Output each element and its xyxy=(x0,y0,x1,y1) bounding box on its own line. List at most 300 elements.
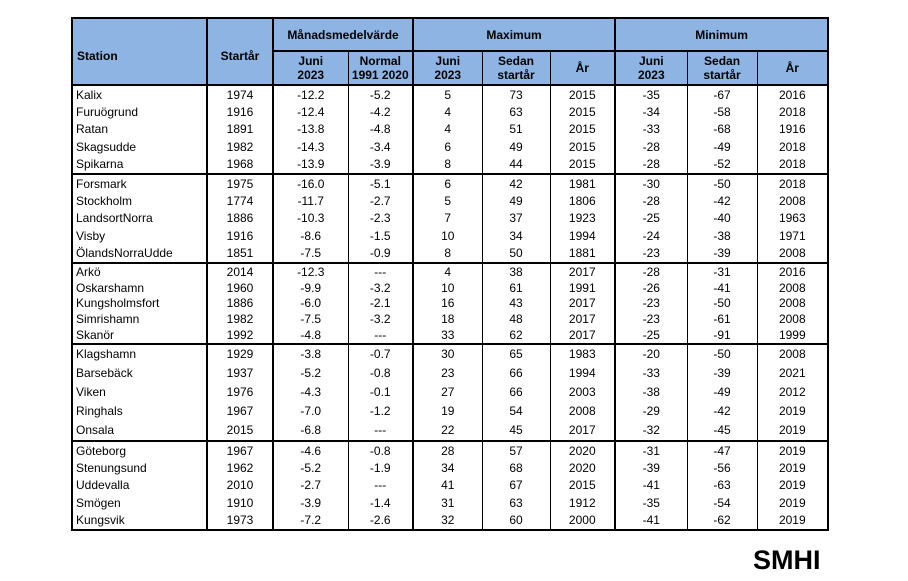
value-cell: 37 xyxy=(482,210,550,227)
value-cell: -0.9 xyxy=(348,245,413,263)
value-cell: 19 xyxy=(413,402,482,421)
station-cell: Viken xyxy=(72,383,207,402)
station-cell: Kalix xyxy=(72,85,207,103)
table-row xyxy=(72,459,828,476)
value-cell: -11.7 xyxy=(273,192,348,209)
value-cell: 5 xyxy=(413,192,482,209)
value-cell: -5.1 xyxy=(348,174,413,192)
station-cell: Simrishamn xyxy=(72,311,207,327)
table-row xyxy=(72,327,828,344)
value-cell: -3.9 xyxy=(348,156,413,174)
value-cell: 2018 xyxy=(757,174,828,192)
value-cell: 2019 xyxy=(757,459,828,476)
value-cell: -41 xyxy=(615,511,687,529)
table-row xyxy=(72,344,828,364)
value-cell: -50 xyxy=(687,174,757,192)
col-group-maximum: Maximum xyxy=(413,18,615,51)
value-cell: 73 xyxy=(482,85,550,103)
value-cell: -41 xyxy=(615,477,687,494)
value-cell: -62 xyxy=(687,511,757,529)
value-cell: -39 xyxy=(687,245,757,263)
value-cell: 2015 xyxy=(207,421,273,441)
station-cell: Visby xyxy=(72,227,207,244)
table-header xyxy=(72,18,828,85)
value-cell: -38 xyxy=(615,383,687,402)
subheader-line: startår xyxy=(703,68,741,82)
value-cell: -1.5 xyxy=(348,227,413,244)
value-cell: -5.2 xyxy=(273,459,348,476)
value-cell: --- xyxy=(348,327,413,344)
table-row xyxy=(72,280,828,296)
value-cell: 4 xyxy=(413,263,482,280)
value-cell: 1992 xyxy=(207,327,273,344)
value-cell: 61 xyxy=(482,280,550,296)
value-cell: 49 xyxy=(482,192,550,209)
value-cell: 6 xyxy=(413,138,482,155)
value-cell: -49 xyxy=(687,383,757,402)
value-cell: 2020 xyxy=(550,441,615,459)
value-cell: 2014 xyxy=(207,263,273,280)
station-cell: Kungsvik xyxy=(72,511,207,529)
value-cell: 2008 xyxy=(757,344,828,364)
value-cell: -14.3 xyxy=(273,138,348,155)
value-cell: 4 xyxy=(413,121,482,138)
value-cell: 2015 xyxy=(550,103,615,120)
value-cell: 1881 xyxy=(550,245,615,263)
value-cell: -5.2 xyxy=(273,364,348,383)
value-cell: -28 xyxy=(615,138,687,155)
station-cell: Oskarshamn xyxy=(72,280,207,296)
value-cell: --- xyxy=(348,421,413,441)
value-cell: -28 xyxy=(615,192,687,209)
value-cell: -23 xyxy=(615,296,687,312)
station-cell: ÖlandsNorraUdde xyxy=(72,245,207,263)
value-cell: 45 xyxy=(482,421,550,441)
value-cell: 57 xyxy=(482,441,550,459)
value-cell: -12.2 xyxy=(273,85,348,103)
value-cell: -2.6 xyxy=(348,511,413,529)
value-cell: 48 xyxy=(482,311,550,327)
value-cell: 34 xyxy=(482,227,550,244)
value-cell: -5.2 xyxy=(348,85,413,103)
value-cell: 2010 xyxy=(207,477,273,494)
value-cell: 1974 xyxy=(207,85,273,103)
col-header-min-ar xyxy=(757,51,828,85)
value-cell: 1886 xyxy=(207,210,273,227)
value-cell: -35 xyxy=(615,85,687,103)
value-cell: -7.0 xyxy=(273,402,348,421)
value-cell: -30 xyxy=(615,174,687,192)
value-cell: 2017 xyxy=(550,311,615,327)
subheader-line: Normal xyxy=(359,54,401,68)
value-cell: 8 xyxy=(413,156,482,174)
value-cell: -58 xyxy=(687,103,757,120)
subheader-line: Juni xyxy=(298,54,324,68)
station-cell: Onsala xyxy=(72,421,207,441)
value-cell: 2019 xyxy=(757,494,828,511)
value-cell: -25 xyxy=(615,210,687,227)
col-header-min-sedan xyxy=(687,51,757,85)
value-cell: 2019 xyxy=(757,421,828,441)
value-cell: 16 xyxy=(413,296,482,312)
value-cell: 60 xyxy=(482,511,550,529)
value-cell: 1991 xyxy=(550,280,615,296)
table-row xyxy=(72,383,828,402)
climate-statistics-table xyxy=(71,17,829,531)
subheader-line: 2023 xyxy=(297,68,325,82)
value-cell: 1851 xyxy=(207,245,273,263)
value-cell: 2008 xyxy=(757,311,828,327)
value-cell: -28 xyxy=(615,263,687,280)
smhi-logo: SMHI xyxy=(753,545,821,575)
table-row xyxy=(72,245,828,263)
value-cell: -3.4 xyxy=(348,138,413,155)
station-cell: Stockholm xyxy=(72,192,207,209)
subheader-line: År xyxy=(785,61,799,75)
value-cell: 2015 xyxy=(550,121,615,138)
value-cell: -2.7 xyxy=(273,477,348,494)
value-cell: -61 xyxy=(687,311,757,327)
value-cell: -12.3 xyxy=(273,263,348,280)
value-cell: -40 xyxy=(687,210,757,227)
subheader-line: Juni xyxy=(638,54,664,68)
value-cell: 1962 xyxy=(207,459,273,476)
station-cell: Stenungsund xyxy=(72,459,207,476)
value-cell: -13.9 xyxy=(273,156,348,174)
col-header-station: Station xyxy=(72,18,207,85)
table-row xyxy=(72,263,828,280)
value-cell: 1971 xyxy=(757,227,828,244)
table-row xyxy=(72,364,828,383)
subheader-line: 2023 xyxy=(637,68,665,82)
value-cell: 1967 xyxy=(207,441,273,459)
station-cell: Göteborg xyxy=(72,441,207,459)
value-cell: -39 xyxy=(615,459,687,476)
value-cell: -45 xyxy=(687,421,757,441)
value-cell: 2015 xyxy=(550,477,615,494)
table-row xyxy=(72,192,828,209)
value-cell: 10 xyxy=(413,227,482,244)
value-cell: -3.2 xyxy=(348,280,413,296)
col-header-mm-juni xyxy=(273,51,348,85)
value-cell: 1999 xyxy=(757,327,828,344)
station-cell: Skagsudde xyxy=(72,138,207,155)
table-row xyxy=(72,227,828,244)
value-cell: 2019 xyxy=(757,511,828,529)
station-cell: Furuögrund xyxy=(72,103,207,120)
value-cell: -2.3 xyxy=(348,210,413,227)
station-cell: Uddevalla xyxy=(72,477,207,494)
table-row xyxy=(72,121,828,138)
value-cell: 2003 xyxy=(550,383,615,402)
col-header-max-juni xyxy=(413,51,482,85)
col-group-monthly-mean: Månadsmedelvärde xyxy=(273,18,413,51)
value-cell: 2017 xyxy=(550,327,615,344)
col-header-startyear: Startår xyxy=(207,18,273,85)
value-cell: -4.8 xyxy=(348,121,413,138)
value-cell: 2016 xyxy=(757,263,828,280)
value-cell: -56 xyxy=(687,459,757,476)
value-cell: 41 xyxy=(413,477,482,494)
station-cell: Kungsholmsfort xyxy=(72,296,207,312)
value-cell: 2012 xyxy=(757,383,828,402)
value-cell: -2.7 xyxy=(348,192,413,209)
value-cell: -29 xyxy=(615,402,687,421)
value-cell: 1912 xyxy=(550,494,615,511)
value-cell: 5 xyxy=(413,85,482,103)
value-cell: 44 xyxy=(482,156,550,174)
value-cell: 34 xyxy=(413,459,482,476)
value-cell: 1994 xyxy=(550,364,615,383)
value-cell: 1960 xyxy=(207,280,273,296)
value-cell: 66 xyxy=(482,364,550,383)
value-cell: -4.6 xyxy=(273,441,348,459)
value-cell: 2008 xyxy=(757,280,828,296)
station-cell: Spikarna xyxy=(72,156,207,174)
value-cell: -6.0 xyxy=(273,296,348,312)
value-cell: -68 xyxy=(687,121,757,138)
value-cell: 49 xyxy=(482,138,550,155)
value-cell: 2008 xyxy=(757,245,828,263)
value-cell: -47 xyxy=(687,441,757,459)
value-cell: 1916 xyxy=(757,121,828,138)
table-row xyxy=(72,103,828,120)
value-cell: -33 xyxy=(615,121,687,138)
value-cell: 50 xyxy=(482,245,550,263)
value-cell: -13.8 xyxy=(273,121,348,138)
value-cell: -34 xyxy=(615,103,687,120)
value-cell: -42 xyxy=(687,192,757,209)
subheader-line: År xyxy=(575,61,589,75)
value-cell: -2.1 xyxy=(348,296,413,312)
subheader-line: Sedan xyxy=(704,54,741,68)
station-group-north xyxy=(72,85,828,174)
value-cell: 63 xyxy=(482,103,550,120)
value-cell: 1973 xyxy=(207,511,273,529)
value-cell: 42 xyxy=(482,174,550,192)
value-cell: -23 xyxy=(615,311,687,327)
value-cell: 1886 xyxy=(207,296,273,312)
table-row xyxy=(72,85,828,103)
value-cell: -67 xyxy=(687,85,757,103)
value-cell: -1.9 xyxy=(348,459,413,476)
value-cell: 1910 xyxy=(207,494,273,511)
station-cell: Arkö xyxy=(72,263,207,280)
value-cell: -7.5 xyxy=(273,311,348,327)
value-cell: -32 xyxy=(615,421,687,441)
value-cell: 1774 xyxy=(207,192,273,209)
table-row xyxy=(72,441,828,459)
value-cell: 4 xyxy=(413,103,482,120)
value-cell: 2015 xyxy=(550,156,615,174)
table-row xyxy=(72,421,828,441)
station-cell: Forsmark xyxy=(72,174,207,192)
value-cell: -0.8 xyxy=(348,364,413,383)
station-cell: Ratan xyxy=(72,121,207,138)
subheader-line: 1991 2020 xyxy=(351,68,409,82)
value-cell: -7.2 xyxy=(273,511,348,529)
value-cell: 67 xyxy=(482,477,550,494)
value-cell: -52 xyxy=(687,156,757,174)
value-cell: 1982 xyxy=(207,138,273,155)
subheader-line: Sedan xyxy=(498,54,535,68)
value-cell: -9.9 xyxy=(273,280,348,296)
col-header-max-sedan xyxy=(482,51,550,85)
table-row xyxy=(72,311,828,327)
value-cell: 1983 xyxy=(550,344,615,364)
value-cell: 66 xyxy=(482,383,550,402)
value-cell: 33 xyxy=(413,327,482,344)
value-cell: -20 xyxy=(615,344,687,364)
table-row xyxy=(72,511,828,529)
value-cell: 2021 xyxy=(757,364,828,383)
value-cell: 2016 xyxy=(757,85,828,103)
table-row xyxy=(72,402,828,421)
value-cell: 10 xyxy=(413,280,482,296)
table-row xyxy=(72,477,828,494)
value-cell: 1916 xyxy=(207,227,273,244)
value-cell: -4.8 xyxy=(273,327,348,344)
station-group-west xyxy=(72,441,828,530)
table-row xyxy=(72,296,828,312)
value-cell: 27 xyxy=(413,383,482,402)
value-cell: -3.2 xyxy=(348,311,413,327)
table-row xyxy=(72,138,828,155)
value-cell: 7 xyxy=(413,210,482,227)
station-cell: Barsebäck xyxy=(72,364,207,383)
value-cell: 1929 xyxy=(207,344,273,364)
value-cell: -1.2 xyxy=(348,402,413,421)
value-cell: 6 xyxy=(413,174,482,192)
value-cell: 1967 xyxy=(207,402,273,421)
value-cell: 2015 xyxy=(550,85,615,103)
value-cell: -0.1 xyxy=(348,383,413,402)
station-cell: LandsortNorra xyxy=(72,210,207,227)
value-cell: -16.0 xyxy=(273,174,348,192)
value-cell: --- xyxy=(348,263,413,280)
value-cell: 8 xyxy=(413,245,482,263)
value-cell: 1975 xyxy=(207,174,273,192)
value-cell: -49 xyxy=(687,138,757,155)
table-row xyxy=(72,494,828,511)
value-cell: 1976 xyxy=(207,383,273,402)
value-cell: -28 xyxy=(615,156,687,174)
value-cell: -63 xyxy=(687,477,757,494)
value-cell: -12.4 xyxy=(273,103,348,120)
value-cell: 65 xyxy=(482,344,550,364)
value-cell: -31 xyxy=(615,441,687,459)
value-cell: 1923 xyxy=(550,210,615,227)
station-group-south xyxy=(72,344,828,441)
value-cell: -10.3 xyxy=(273,210,348,227)
value-cell: 1994 xyxy=(550,227,615,244)
value-cell: 22 xyxy=(413,421,482,441)
value-cell: 2000 xyxy=(550,511,615,529)
value-cell: -42 xyxy=(687,402,757,421)
value-cell: 2017 xyxy=(550,263,615,280)
value-cell: 2008 xyxy=(757,296,828,312)
value-cell: 43 xyxy=(482,296,550,312)
value-cell: -91 xyxy=(687,327,757,344)
value-cell: 2018 xyxy=(757,156,828,174)
table-row xyxy=(72,156,828,174)
value-cell: 2017 xyxy=(550,296,615,312)
table-row xyxy=(72,210,828,227)
value-cell: -4.3 xyxy=(273,383,348,402)
subheader-line: Juni xyxy=(435,54,461,68)
value-cell: 18 xyxy=(413,311,482,327)
value-cell: 1937 xyxy=(207,364,273,383)
subheader-line: 2023 xyxy=(434,68,462,82)
value-cell: 1916 xyxy=(207,103,273,120)
value-cell: 1963 xyxy=(757,210,828,227)
station-cell: Klagshamn xyxy=(72,344,207,364)
col-header-max-ar xyxy=(550,51,615,85)
value-cell: 2015 xyxy=(550,138,615,155)
table-row xyxy=(72,174,828,192)
value-cell: 2018 xyxy=(757,103,828,120)
value-cell: -6.8 xyxy=(273,421,348,441)
value-cell: 2019 xyxy=(757,477,828,494)
col-header-mm-normal xyxy=(348,51,413,85)
value-cell: -33 xyxy=(615,364,687,383)
value-cell: -0.8 xyxy=(348,441,413,459)
value-cell: --- xyxy=(348,477,413,494)
value-cell: 1891 xyxy=(207,121,273,138)
value-cell: 28 xyxy=(413,441,482,459)
value-cell: -7.5 xyxy=(273,245,348,263)
value-cell: 63 xyxy=(482,494,550,511)
value-cell: -54 xyxy=(687,494,757,511)
value-cell: 2008 xyxy=(757,192,828,209)
value-cell: -1.4 xyxy=(348,494,413,511)
value-cell: -26 xyxy=(615,280,687,296)
value-cell: 2019 xyxy=(757,402,828,421)
value-cell: 62 xyxy=(482,327,550,344)
value-cell: 54 xyxy=(482,402,550,421)
value-cell: 2018 xyxy=(757,138,828,155)
value-cell: 68 xyxy=(482,459,550,476)
value-cell: -31 xyxy=(687,263,757,280)
station-group-east xyxy=(72,174,828,263)
value-cell: -3.8 xyxy=(273,344,348,364)
value-cell: -23 xyxy=(615,245,687,263)
value-cell: 1968 xyxy=(207,156,273,174)
value-cell: 51 xyxy=(482,121,550,138)
value-cell: -50 xyxy=(687,344,757,364)
value-cell: 1806 xyxy=(550,192,615,209)
col-group-minimum: Minimum xyxy=(615,18,828,51)
subheader-line: startår xyxy=(497,68,535,82)
value-cell: 32 xyxy=(413,511,482,529)
value-cell: -24 xyxy=(615,227,687,244)
value-cell: -39 xyxy=(687,364,757,383)
value-cell: 38 xyxy=(482,263,550,280)
value-cell: 1981 xyxy=(550,174,615,192)
value-cell: 30 xyxy=(413,344,482,364)
value-cell: -38 xyxy=(687,227,757,244)
value-cell: -35 xyxy=(615,494,687,511)
value-cell: -50 xyxy=(687,296,757,312)
value-cell: -41 xyxy=(687,280,757,296)
station-cell: Skanör xyxy=(72,327,207,344)
value-cell: -0.7 xyxy=(348,344,413,364)
station-group-southeast xyxy=(72,263,828,344)
station-cell: Smögen xyxy=(72,494,207,511)
value-cell: -3.9 xyxy=(273,494,348,511)
value-cell: 31 xyxy=(413,494,482,511)
value-cell: 1982 xyxy=(207,311,273,327)
